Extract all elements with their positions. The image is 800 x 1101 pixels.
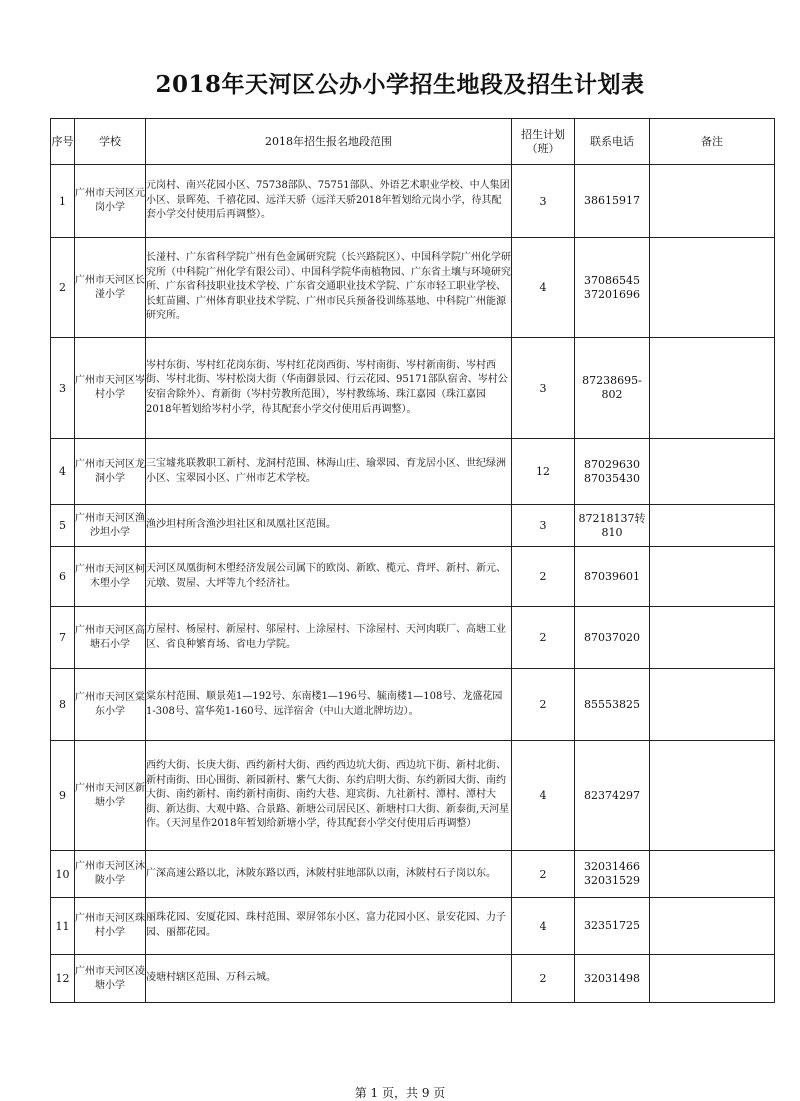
school-name: 广州市天河区柯木塱小学	[75, 547, 146, 607]
table-row	[51, 338, 775, 439]
contact-phone: 38615917	[575, 165, 650, 238]
table-row	[51, 439, 775, 505]
table-row	[51, 898, 775, 955]
enrollment-range: 凌塘村辖区范围、万科云城。	[146, 955, 512, 1003]
enrollment-range: 元岗村、南兴花园小区、75738部队、75751部队、外语艺术职业学校、中人集团小区、景晖苑、千禧花园、远洋天骄（远洋天骄2018年暂划给元岗小学，待其配套小学交付使用后再调整）。	[146, 165, 512, 238]
enrollment-plan: 3	[512, 165, 575, 238]
contact-phone: 85553825	[575, 669, 650, 741]
school-name: 广州市天河区渔沙坦小学	[75, 505, 146, 547]
remarks	[650, 669, 775, 741]
remarks	[650, 439, 775, 505]
row-number: 1	[51, 165, 75, 238]
table-row	[51, 955, 775, 1003]
enrollment-range: 方屋村、杨屋村、新屋村、邬屋村、上涂屋村、下涂屋村、天河肉联厂、高塘工业区、省良种繁育场、省电力学院。	[146, 607, 512, 669]
header-range: 2018年招生报名地段范围	[146, 119, 512, 165]
school-name: 广州市天河区元岗小学	[75, 165, 146, 238]
enrollment-plan: 2	[512, 955, 575, 1003]
enrollment-range: 西约大街、长庚大街、西约新村大街、西约西边坑大街、西边坑下街、新村北街、新村南街、田心围街、新园新村、紫气大街、东约启明大街、东约新园大街、南约大街、南约新村、南约新村南街、南约大巷、迎宾街、九社新村、潭村、潭村大街、新达街、大观中路、合景路、新塘公司居民区、新塘村口大街、新泰街,天河星作。（天河星作2018年暂划给新塘小学，待其配套小学交付使用后再调整）	[146, 741, 512, 851]
remarks	[650, 851, 775, 898]
contact-phone: 32031498	[575, 955, 650, 1003]
remarks	[650, 741, 775, 851]
enrollment-range: 天河区凤凰街柯木塱经济发展公司属下的欧岗、新欧、榄元、背坪、新村、新元、元墩、贺屋、大坪等九个经济社。	[146, 547, 512, 607]
contact-phone: 32351725	[575, 898, 650, 955]
school-name: 广州市天河区岑村小学	[75, 338, 146, 439]
remarks	[650, 898, 775, 955]
row-number: 5	[51, 505, 75, 547]
enrollment-plan: 4	[512, 238, 575, 338]
header-no: 序号	[51, 119, 75, 165]
enrollment-range: 广深高速公路以北，沐陂东路以西，沐陂村驻地部队以南，沐陂村石子岗以东。	[146, 851, 512, 898]
contact-phone: 87029630 87035430	[575, 439, 650, 505]
remarks	[650, 607, 775, 669]
school-name: 广州市天河区高塘石小学	[75, 607, 146, 669]
row-number: 10	[51, 851, 75, 898]
contact-phone: 87037020	[575, 607, 650, 669]
enrollment-range: 长湴村、广东省科学院广州有色金属研究院（长兴路院区）、中国科学院广州化学研究所（中科院广州化学有限公司）、中国科学院华南植物园、广东省土壤与环境研究所、广东省科技职业技术学校、广东省交通职业技术学院、广东市轻工职业学校、长虹苗圃、广州体育职业技术学院、广州市民兵预备役训练基地、中科院广州能源研究所。	[146, 238, 512, 338]
table-row	[51, 165, 775, 238]
row-number: 12	[51, 955, 75, 1003]
enrollment-plan: 2	[512, 607, 575, 669]
enrollment-range: 岑村东街、岑村红花岗东街、岑村红花岗西街、岑村南街、岑村新南街、岑村西街、岑村北街、岑村松岗大街（华南御景园、行云花园、95171部队宿舍、岑村公安宿舍除外）、育新街（岑村劳教所范围），岑村教练场、珠江嘉园（珠江嘉园2018年暂划给岑村小学，待其配套小学交付使用后再调整）。	[146, 338, 512, 439]
table-row	[51, 669, 775, 741]
enrollment-plan: 2	[512, 547, 575, 607]
row-number: 8	[51, 669, 75, 741]
page-footer: 第 1 页，共 9 页	[354, 1086, 446, 1100]
contact-phone: 87039601	[575, 547, 650, 607]
enrollment-range: 三宝墟兆联教职工新村、龙洞村范围、林海山庄、瑜翠园、育龙居小区、世纪绿洲小区、宝翠园小区、广州市艺术学校。	[146, 439, 512, 505]
header-school: 学校	[75, 119, 146, 165]
row-number: 11	[51, 898, 75, 955]
contact-phone: 87218137转810	[575, 505, 650, 547]
table-row	[51, 547, 775, 607]
school-name: 广州市天河区龙洞小学	[75, 439, 146, 505]
row-number: 6	[51, 547, 75, 607]
enrollment-plan: 12	[512, 439, 575, 505]
school-name: 广州市天河区珠村小学	[75, 898, 146, 955]
remarks	[650, 505, 775, 547]
contact-phone: 32031466 32031529	[575, 851, 650, 898]
remarks	[650, 338, 775, 439]
header-note: 备注	[650, 119, 775, 165]
row-number: 7	[51, 607, 75, 669]
enrollment-range: 棠东村范围、顺景苑1—192号、东南楼1—196号、毓南楼1—108号、龙盛花园1-308号、富华苑1-160号、远洋宿舍（中山大道北牌坊边）。	[146, 669, 512, 741]
page-title: 2018年天河区公办小学招生地段及招生计划表	[155, 71, 645, 98]
table-row	[51, 505, 775, 547]
table-row	[51, 607, 775, 669]
row-number: 3	[51, 338, 75, 439]
school-name: 广州市天河区沐陂小学	[75, 851, 146, 898]
enrollment-plan: 4	[512, 741, 575, 851]
school-name: 广州市天河区长湴小学	[75, 238, 146, 338]
enrollment-plan: 3	[512, 505, 575, 547]
enrollment-plan: 2	[512, 669, 575, 741]
school-name: 广州市天河区棠东小学	[75, 669, 146, 741]
row-number: 9	[51, 741, 75, 851]
contact-phone: 37086545 37201696	[575, 238, 650, 338]
remarks	[650, 165, 775, 238]
remarks	[650, 955, 775, 1003]
enrollment-plan: 4	[512, 898, 575, 955]
table-row	[51, 851, 775, 898]
school-name: 广州市天河区新塘小学	[75, 741, 146, 851]
row-number: 4	[51, 439, 75, 505]
enrollment-plan: 3	[512, 338, 575, 439]
enrollment-plan: 2	[512, 851, 575, 898]
header-phone: 联系电话	[575, 119, 650, 165]
row-number: 2	[51, 238, 75, 338]
contact-phone: 82374297	[575, 741, 650, 851]
contact-phone: 87238695-802	[575, 338, 650, 439]
header-plan: 招生计划（班）	[512, 119, 575, 165]
enrollment-range: 丽珠花园、安厦花园、珠村范围、翠屏邻东小区、富力花园小区、景安花园、力子园、丽都花园。	[146, 898, 512, 955]
table-row	[51, 741, 775, 851]
enrollment-table	[50, 118, 775, 1003]
school-name: 广州市天河区凌塘小学	[75, 955, 146, 1003]
remarks	[650, 547, 775, 607]
table-row	[51, 238, 775, 338]
remarks	[650, 238, 775, 338]
enrollment-range: 渔沙坦村所含渔沙坦社区和凤凰社区范围。	[146, 505, 512, 547]
table-header-row	[51, 119, 775, 165]
